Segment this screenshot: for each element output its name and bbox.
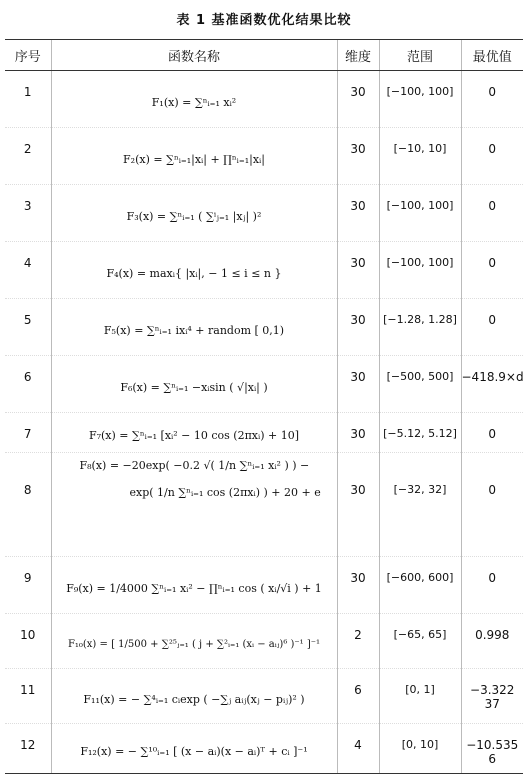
- row-range: [−10, 10]: [379, 128, 461, 185]
- row-dimension: 4: [337, 724, 379, 774]
- row-index: 6: [5, 356, 51, 413]
- row-index: 2: [5, 128, 51, 185]
- row-dimension: 2: [337, 614, 379, 669]
- table-row: [5, 557, 523, 614]
- row-dimension: 30: [337, 128, 379, 185]
- row-optimum: 0: [461, 185, 523, 242]
- row-dimension: 30: [337, 71, 379, 128]
- header-function-name: 函数名称: [51, 40, 337, 71]
- header-optimum: 最优值: [461, 40, 523, 71]
- row-optimum: 0: [461, 453, 523, 557]
- table-caption: 表 1 基准函数优化结果比较: [176, 13, 352, 28]
- row-range: [0, 1]: [379, 669, 461, 724]
- table-row: [5, 299, 523, 356]
- row-optimum: 0.998: [461, 614, 523, 669]
- row-range: [−100, 100]: [379, 71, 461, 128]
- table-row: [5, 185, 523, 242]
- row-formula: F₈(x) = −20exp( −0.2 √( 1/n ∑ⁿᵢ₌₁ xᵢ² ) ) − exp( 1/n ∑ⁿᵢ₌₁ cos (2πxᵢ) ) + 20 + e: [51, 453, 337, 557]
- row-range: [−32, 32]: [379, 453, 461, 557]
- benchmark-table: [5, 39, 523, 774]
- row-index: 8: [5, 453, 51, 557]
- row-dimension: 30: [337, 242, 379, 299]
- row-range: [−65, 65]: [379, 614, 461, 669]
- table-row: [5, 356, 523, 413]
- header-index: 序号: [5, 40, 51, 71]
- table-row: [5, 413, 523, 453]
- table-row: [5, 724, 523, 774]
- table-row: [5, 71, 523, 128]
- row-range: [−100, 100]: [379, 185, 461, 242]
- table-row: [5, 614, 523, 669]
- row-index: 9: [5, 557, 51, 614]
- row-dimension: 30: [337, 185, 379, 242]
- row-index: 4: [5, 242, 51, 299]
- row-index: 1: [5, 71, 51, 128]
- header-dimension: 维度: [337, 40, 379, 71]
- row-optimum: −418.9×d: [461, 356, 523, 413]
- row-dimension: 30: [337, 299, 379, 356]
- row-dimension: 30: [337, 453, 379, 557]
- row-formula: F₄(x) = maxᵢ{ |xᵢ|, − 1 ≤ i ≤ n }: [51, 242, 337, 299]
- header-range: 范围: [379, 40, 461, 71]
- row-optimum: 0: [461, 557, 523, 614]
- row-dimension: 30: [337, 356, 379, 413]
- row-range: [0, 10]: [379, 724, 461, 774]
- row-formula: F₁₁(x) = − ∑⁴ᵢ₌₁ cᵢexp ( −∑ⱼ aᵢⱼ(xⱼ − pᵢⱼ)² ): [51, 669, 337, 724]
- row-optimum: 0: [461, 242, 523, 299]
- table-row: [5, 453, 523, 557]
- table-row: [5, 242, 523, 299]
- row-range: [−5.12, 5.12]: [379, 413, 461, 453]
- row-index: 5: [5, 299, 51, 356]
- row-formula: F₉(x) = 1/4000 ∑ⁿᵢ₌₁ xᵢ² − ∏ⁿᵢ₌₁ cos ( xᵢ/√i ) + 1: [51, 557, 337, 614]
- row-optimum: −10.535 6: [461, 724, 523, 774]
- row-formula: F₁(x) = ∑ⁿᵢ₌₁ xᵢ²: [51, 71, 337, 128]
- row-formula: F₁₂(x) = − ∑¹⁰ᵢ₌₁ [ (x − aᵢ)(x − aᵢ)ᵀ + cᵢ ]⁻¹: [51, 724, 337, 774]
- row-index: 10: [5, 614, 51, 669]
- row-optimum: 0: [461, 413, 523, 453]
- row-formula: F₆(x) = ∑ⁿᵢ₌₁ −xᵢsin ( √|xᵢ| ): [51, 356, 337, 413]
- row-index: 12: [5, 724, 51, 774]
- row-optimum: 0: [461, 128, 523, 185]
- row-range: [−1.28, 1.28]: [379, 299, 461, 356]
- row-optimum: 0: [461, 71, 523, 128]
- row-dimension: 6: [337, 669, 379, 724]
- table-row: [5, 669, 523, 724]
- row-formula: F₃(x) = ∑ⁿᵢ₌₁ ( ∑ⁱⱼ₌₁ |xⱼ| )²: [51, 185, 337, 242]
- row-range: [−500, 500]: [379, 356, 461, 413]
- row-optimum: 0: [461, 299, 523, 356]
- table-header-row: [5, 40, 523, 71]
- row-index: 7: [5, 413, 51, 453]
- row-dimension: 30: [337, 413, 379, 453]
- row-formula: F₂(x) = ∑ⁿᵢ₌₁|xᵢ| + ∏ⁿᵢ₌₁|xᵢ|: [51, 128, 337, 185]
- row-optimum: −3.322 37: [461, 669, 523, 724]
- row-formula: F₁₀(x) = [ 1/500 + ∑²⁵ⱼ₌₁ ( j + ∑²ᵢ₌₁ (xᵢ − aᵢⱼ)⁶ )⁻¹ ]⁻¹: [51, 614, 337, 669]
- row-formula: F₅(x) = ∑ⁿᵢ₌₁ ixᵢ⁴ + random [ 0,1): [51, 299, 337, 356]
- row-dimension: 30: [337, 557, 379, 614]
- table-row: [5, 128, 523, 185]
- row-range: [−100, 100]: [379, 242, 461, 299]
- row-range: [−600, 600]: [379, 557, 461, 614]
- row-index: 11: [5, 669, 51, 724]
- row-formula: F₇(x) = ∑ⁿᵢ₌₁ [xᵢ² − 10 cos (2πxᵢ) + 10]: [51, 413, 337, 453]
- row-index: 3: [5, 185, 51, 242]
